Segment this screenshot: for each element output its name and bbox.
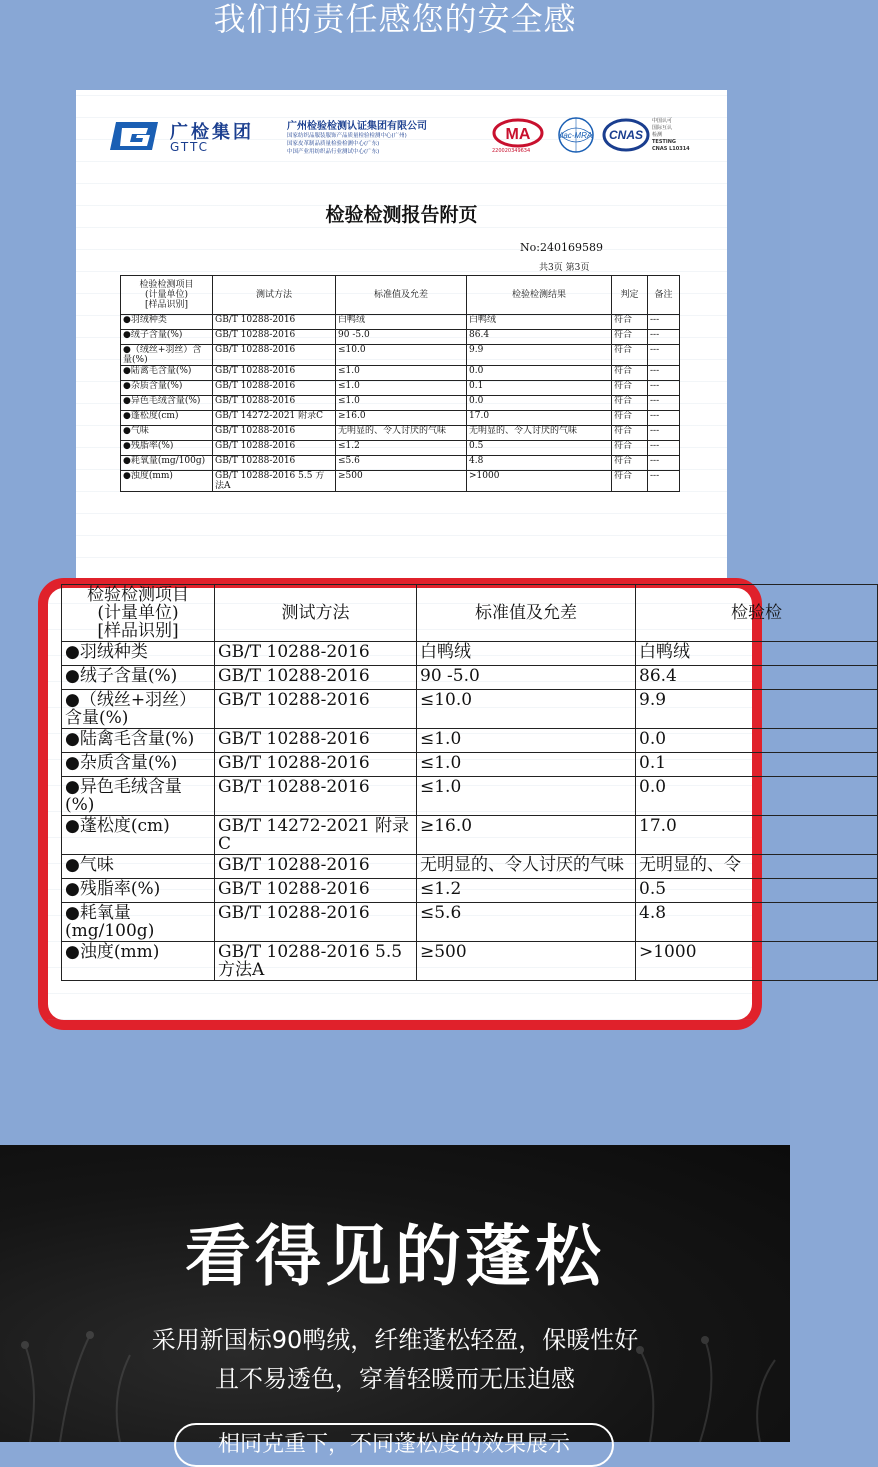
promo-line-1: 采用新国标90鸭绒，纤维蓬松轻盈，保暖性好: [151, 1326, 639, 1354]
zoom-highlight-frame: [38, 578, 782, 1030]
org-block: [287, 117, 487, 156]
cnas-line: TESTING: [652, 139, 676, 145]
table-cell: 无明显的、令人讨厌的气味: [336, 426, 467, 441]
table-cell: ●（绒丝+羽丝）含量(%): [62, 690, 215, 729]
table-header-cell: 判定: [612, 276, 648, 315]
table-cell: 符合: [612, 396, 648, 411]
table-cell: >1000: [636, 942, 878, 981]
cert-marks: [492, 116, 722, 156]
table-row: [62, 753, 878, 777]
table-cell: ●残脂率(%): [62, 879, 215, 903]
table-cell: 0.5: [467, 441, 612, 456]
table-cell: 白鸭绒: [467, 315, 612, 330]
table-cell: ≤10.0: [417, 690, 636, 729]
table-header-cell: 测试方法: [215, 585, 417, 642]
promo-title: 看得见的蓬松: [185, 1218, 605, 1295]
table-cell: 符合: [612, 345, 648, 366]
table-row: [62, 879, 878, 903]
table-cell: 90 -5.0: [336, 330, 467, 345]
svg-text:MA: MA: [505, 126, 531, 143]
table-cell: ≥500: [417, 942, 636, 981]
table-cell: 符合: [612, 330, 648, 345]
svg-text:ilac-MRA: ilac-MRA: [559, 131, 593, 140]
table-cell: 90 -5.0: [417, 666, 636, 690]
table-header-cell: 检验检: [636, 585, 878, 642]
table-cell: 86.4: [636, 666, 878, 690]
table-cell: GB/T 10288-2016: [215, 879, 417, 903]
table-cell: GB/T 10288-2016: [213, 381, 336, 396]
table-cell: ●耗氧量(mg/100g): [121, 456, 213, 471]
table-cell: 17.0: [636, 816, 878, 855]
org-line: 中国产业用纺织品行业测试中心(广东): [287, 149, 380, 155]
table-cell: ●羽绒种类: [62, 642, 215, 666]
table-cell: ≤1.0: [417, 729, 636, 753]
table-cell: GB/T 10288-2016: [213, 396, 336, 411]
table-cell: GB/T 10288-2016: [215, 777, 417, 816]
zoomed-report-table: [61, 584, 878, 981]
table-cell: 0.5: [636, 879, 878, 903]
table-row: [62, 690, 878, 729]
table-cell: GB/T 10288-2016: [215, 903, 417, 942]
table-cell: ---: [648, 345, 680, 366]
table-cell: 符合: [612, 381, 648, 396]
table-cell: ●气味: [62, 855, 215, 879]
cnas-line: 中国认可: [652, 118, 673, 124]
headline: 我们的责任感您的安全感: [213, 0, 577, 38]
table-cell: ●杂质含量(%): [62, 753, 215, 777]
table-cell: ---: [648, 330, 680, 345]
table-cell: GB/T 10288-2016: [215, 666, 417, 690]
ilac-mra-logo-icon: [554, 116, 598, 154]
table-row: [121, 411, 680, 426]
table-cell: ●杂质含量(%): [121, 381, 213, 396]
table-cell: ●异色毛绒含量(%): [62, 777, 215, 816]
table-row: [121, 315, 680, 330]
table-row: [121, 441, 680, 456]
table-body: [121, 315, 680, 492]
table-cell: 0.1: [467, 381, 612, 396]
gttc-logo-icon: [108, 118, 160, 154]
table-header-cell: 标准值及允差: [417, 585, 636, 642]
table-cell: ●羽绒种类: [121, 315, 213, 330]
table-cell: ≥16.0: [336, 411, 467, 426]
table-cell: ●浊度(mm): [121, 471, 213, 492]
table-cell: GB/T 10288-2016 5.5 方法A: [213, 471, 336, 492]
table-cell: ---: [648, 426, 680, 441]
table-row: [62, 903, 878, 942]
table-cell: 符合: [612, 441, 648, 456]
table-cell: ●浊度(mm): [62, 942, 215, 981]
table-cell: ---: [648, 396, 680, 411]
table-cell: 0.0: [636, 729, 878, 753]
table-cell: ●残脂率(%): [121, 441, 213, 456]
table-cell: 0.1: [636, 753, 878, 777]
table-row: [121, 330, 680, 345]
table-cell: ●蓬松度(cm): [62, 816, 215, 855]
table-cell: 符合: [612, 366, 648, 381]
table-cell: GB/T 10288-2016: [213, 330, 336, 345]
table-cell: 0.0: [467, 396, 612, 411]
table-header-cell: 检验检测项目 (计量单位) [样品识别]: [121, 276, 213, 315]
table-cell: GB/T 10288-2016: [215, 729, 417, 753]
table-row: [62, 777, 878, 816]
cma-code: 220020349634: [492, 148, 531, 154]
table-cell: ●（绒丝+羽丝）含量(%): [121, 345, 213, 366]
promo-section: [0, 1145, 790, 1457]
table-cell: 符合: [612, 426, 648, 441]
brand-block: [108, 118, 278, 158]
table-header-cell: 检验检测结果: [467, 276, 612, 315]
table-row: [121, 426, 680, 441]
table-cell: 符合: [612, 315, 648, 330]
table-cell: GB/T 14272-2021 附录C: [213, 411, 336, 426]
table-cell: GB/T 10288-2016: [215, 753, 417, 777]
table-cell: ≥16.0: [417, 816, 636, 855]
org-line: 国家皮革制品质量检验检测中心(广东): [287, 141, 380, 147]
svg-text:CNAS: CNAS: [608, 128, 644, 142]
table-cell: ●异色毛绒含量(%): [121, 396, 213, 411]
brand-name: 广检集团: [170, 122, 254, 142]
table-cell: ≤1.0: [417, 753, 636, 777]
table-cell: ≤1.0: [336, 381, 467, 396]
promo-line-2: 且不易透色，穿着轻暖而无压迫感: [215, 1365, 575, 1393]
table-cell: ≤1.0: [336, 396, 467, 411]
table-cell: 无明显的、令人讨厌的气味: [467, 426, 612, 441]
table-cell: ≤5.6: [417, 903, 636, 942]
table-cell: ≤1.0: [417, 777, 636, 816]
brand-en: GTTC: [170, 140, 209, 154]
table-header-cell: 测试方法: [213, 276, 336, 315]
table-header-row: [62, 585, 878, 642]
table-header-cell: 检验检测项目 (计量单位) [样品识别]: [62, 585, 215, 642]
promo-pill: 相同克重下，不同蓬松度的效果展示: [174, 1423, 614, 1467]
table-cell: ---: [648, 411, 680, 426]
table-cell: 无明显的、令: [636, 855, 878, 879]
report-number: No:240169589: [520, 241, 603, 254]
table-cell: ---: [648, 366, 680, 381]
table-row: [62, 942, 878, 981]
table-cell: ---: [648, 471, 680, 492]
table-row: [121, 345, 680, 366]
table-cell: ---: [648, 381, 680, 396]
table-header-row: [121, 276, 680, 315]
table-row: [121, 471, 680, 492]
org-line: 国家纺织品服装服饰产品质量检验检测中心(广州): [287, 133, 407, 139]
table-cell: ≥500: [336, 471, 467, 492]
table-cell: 无明显的、令人讨厌的气味: [417, 855, 636, 879]
table-cell: GB/T 10288-2016: [213, 345, 336, 366]
cnas-text: [652, 118, 722, 153]
table-cell: ≤1.2: [336, 441, 467, 456]
table-cell: ●耗氧量(mg/100g): [62, 903, 215, 942]
table-cell: ●气味: [121, 426, 213, 441]
table-row: [62, 816, 878, 855]
table-cell: 白鸭绒: [636, 642, 878, 666]
table-cell: 0.0: [636, 777, 878, 816]
table-cell: ---: [648, 456, 680, 471]
table-row: [62, 729, 878, 753]
table-cell: ≤5.6: [336, 456, 467, 471]
table-cell: GB/T 10288-2016: [213, 456, 336, 471]
table-cell: ---: [648, 441, 680, 456]
cnas-logo-icon: [602, 116, 650, 154]
table-cell: ●绒子含量(%): [62, 666, 215, 690]
table-row: [62, 666, 878, 690]
table-cell: ●蓬松度(cm): [121, 411, 213, 426]
table-row: [121, 456, 680, 471]
cnas-line: 国际互认: [652, 125, 673, 131]
table-cell: 9.9: [636, 690, 878, 729]
table-cell: GB/T 10288-2016: [213, 366, 336, 381]
table-cell: ≤1.2: [417, 879, 636, 903]
table-cell: 符合: [612, 411, 648, 426]
report-table: [120, 275, 680, 492]
table-cell: 白鸭绒: [417, 642, 636, 666]
table-cell: GB/T 10288-2016: [215, 690, 417, 729]
table-cell: GB/T 10288-2016: [215, 855, 417, 879]
table-cell: ---: [648, 315, 680, 330]
table-row: [62, 855, 878, 879]
table-cell: GB/T 10288-2016 5.5 方法A: [215, 942, 417, 981]
table-cell: 白鸭绒: [336, 315, 467, 330]
table-row: [121, 396, 680, 411]
org-name: 广州检验检测认证集团有限公司: [287, 121, 427, 132]
table-cell: GB/T 10288-2016: [213, 441, 336, 456]
table-header-cell: 备注: [648, 276, 680, 315]
table-cell: 86.4: [467, 330, 612, 345]
table-cell: ≤10.0: [336, 345, 467, 366]
table-cell: ≤1.0: [336, 366, 467, 381]
table-body: [62, 642, 878, 981]
table-header-cell: 标准值及允差: [336, 276, 467, 315]
table-cell: 符合: [612, 471, 648, 492]
table-row: [62, 642, 878, 666]
table-cell: 4.8: [467, 456, 612, 471]
table-cell: 17.0: [467, 411, 612, 426]
zoom-inner: [48, 585, 782, 1020]
table-cell: 9.9: [467, 345, 612, 366]
table-cell: 0.0: [467, 366, 612, 381]
table-cell: ●绒子含量(%): [121, 330, 213, 345]
table-row: [121, 366, 680, 381]
table-cell: ●陆禽毛含量(%): [121, 366, 213, 381]
report-page: [76, 90, 727, 580]
table-cell: GB/T 14272-2021 附录C: [215, 816, 417, 855]
table-row: [121, 381, 680, 396]
table-cell: GB/T 10288-2016: [213, 426, 336, 441]
table-cell: ●陆禽毛含量(%): [62, 729, 215, 753]
table-cell: 符合: [612, 456, 648, 471]
cnas-line: 检测: [652, 132, 663, 138]
table-cell: >1000: [467, 471, 612, 492]
report-page-count: 共3页 第3页: [539, 263, 590, 273]
table-cell: GB/T 10288-2016: [213, 315, 336, 330]
table-cell: 4.8: [636, 903, 878, 942]
table-cell: GB/T 10288-2016: [215, 642, 417, 666]
report-title: 检验检测报告附页: [325, 204, 478, 226]
cnas-line: CNAS L10314: [652, 146, 690, 152]
